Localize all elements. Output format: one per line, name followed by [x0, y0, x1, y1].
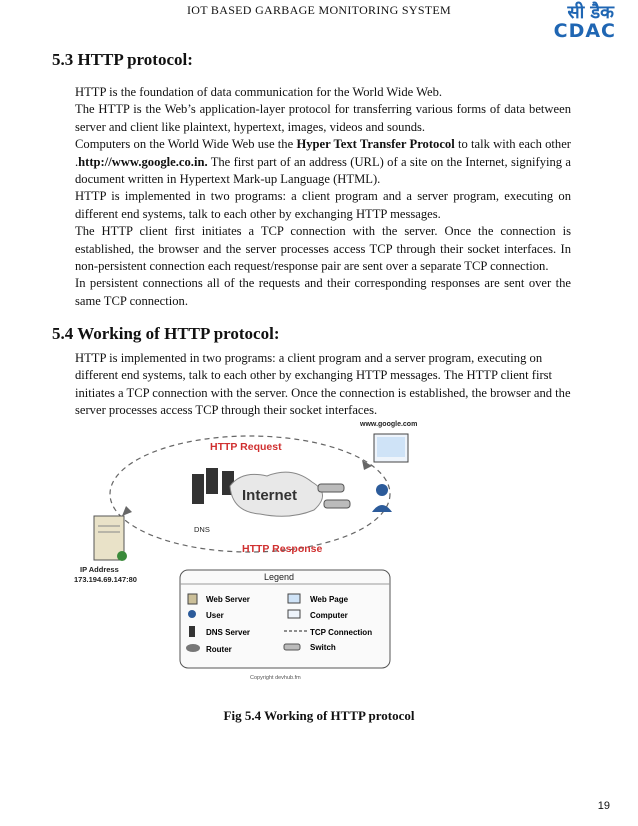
paragraph: HTTP is implemented in two programs: a client program and a server program, executing on different end systems, talk to each other by exchanging HTTP messages. The HTTP client first initiates a TCP connection with the server. Once the connection is established, the browser and the server processes access TCP through their socket interfaces.: [75, 351, 571, 418]
dns-server-legend-icon: [189, 626, 195, 637]
figure-caption: Fig 5.4 Working of HTTP protocol: [223, 708, 415, 723]
ip-address-value: 173.194.69.147:80: [74, 575, 137, 584]
legend-title: Legend: [264, 572, 295, 582]
logo-cdac-text: CDAC: [553, 20, 616, 42]
switch-icon: [318, 484, 344, 492]
paragraph: Computers on the World Wide Web use the Hyper Text Transfer Protocol to talk with each other .http://www.google.co.in. The first part of an address (URL) of a site on the Internet, signifying a document written in Hypertext Mark-up Language (HTML).: [75, 137, 571, 187]
paragraph: HTTP is implemented in two programs: a client program and a server program, executing on different end systems, talk to each other by exchanging HTTP messages.: [75, 189, 571, 221]
dns-servers-icon: [192, 468, 234, 504]
router-legend-icon: [186, 644, 200, 652]
web-page-legend-icon: [288, 594, 300, 603]
page-number: 19: [597, 800, 610, 812]
legend-router: Router: [206, 645, 232, 654]
copyright-label: Copyright devhub.fm: [250, 675, 301, 681]
site-url-label: www.google.com: [360, 421, 418, 428]
web-server-legend-icon: [188, 594, 197, 604]
section-5-4-body: [75, 350, 571, 420]
computer-icon: [372, 434, 408, 512]
ip-address-label: IP Address: [80, 565, 119, 574]
switch-icon: [324, 500, 350, 508]
running-header: IOT BASED GARBAGE MONITORING SYSTEM: [186, 3, 452, 17]
legend-switch: Switch: [310, 643, 336, 652]
user-legend-icon: [188, 610, 196, 618]
section-heading-5-4: 5.4 Working of HTTP protocol:: [52, 324, 280, 343]
internet-label: Internet: [242, 487, 298, 504]
paragraph: The HTTP client first initiates a TCP connection with the server. Once the connection is established, the browser and the server processes access TCP through their socket interfaces. In non-persistent connection each request/response pair are sent over a separate TCP connection.: [75, 224, 571, 274]
legend-web-page: Web Page: [310, 595, 349, 604]
computer-legend-icon: [288, 610, 300, 618]
http-response-label: HTTP Response: [242, 543, 323, 555]
legend-web-server: Web Server: [206, 595, 250, 604]
legend-dns-server: DNS Server: [206, 628, 251, 637]
legend-tcp-connection: TCP Connection: [310, 628, 373, 637]
web-server-icon: [94, 516, 127, 561]
switch-legend-icon: [284, 644, 300, 650]
http-request-label: HTTP Request: [210, 441, 282, 453]
paragraph: HTTP is the foundation of data communication for the World Wide Web.: [75, 85, 443, 99]
paragraph: The HTTP is the Web’s application-layer protocol for transferring various forms of data between server and client like plaintext, hypertext, images, videos and sounds.: [75, 102, 571, 134]
cdac-logo: [553, 0, 616, 44]
legend-user: User: [206, 611, 224, 620]
dns-label: DNS: [194, 525, 210, 534]
logo-hindi-text: सी डैक: [567, 2, 614, 23]
section-5-3-body: [75, 84, 571, 310]
legend-box: [180, 570, 390, 668]
section-heading-5-3: 5.3 HTTP protocol:: [52, 50, 193, 69]
paragraph: In persistent connections all of the requests and their corresponding responses are sent over the same TCP connection.: [75, 276, 571, 308]
legend-computer: Computer: [310, 611, 348, 620]
http-diagram: [74, 416, 418, 688]
